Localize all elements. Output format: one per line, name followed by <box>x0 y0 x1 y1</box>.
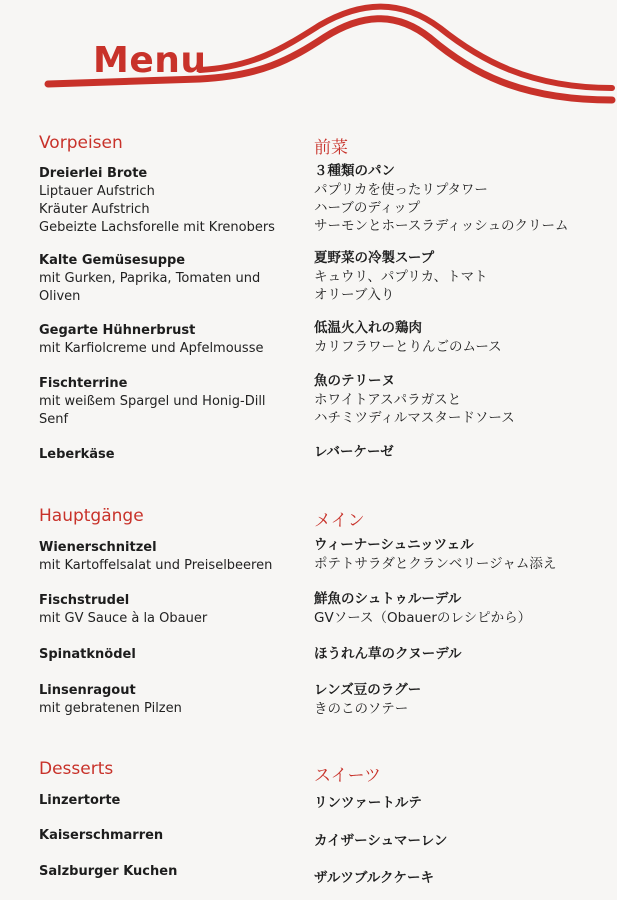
dish-description: mit GV Sauce à la Obauer <box>39 610 208 626</box>
dish-name: Kaiserschmarren <box>39 828 164 843</box>
section-heading-vorspeisen-de: Vorpeisen <box>39 133 123 153</box>
dish-name: 夏野菜の冷製スープ <box>314 250 435 266</box>
dish-description: ポテトサラダとクランベリージャム添え <box>314 555 557 572</box>
dish-name: レバーケーゼ <box>314 444 394 460</box>
dish-name: ウィーナーシュニッツェル <box>314 537 474 553</box>
menu-item <box>39 592 207 628</box>
menu-item <box>39 322 263 358</box>
dish-name: Wienerschnitzel <box>39 540 157 555</box>
dish-description: カリフラワーとりんごのムース <box>314 338 502 355</box>
menu-item <box>39 827 163 845</box>
dish-description: mit gebratenen Pilzen <box>39 700 182 716</box>
dish-name: リンツァートルテ <box>314 795 422 811</box>
menu-item <box>39 252 260 306</box>
section-heading-hauptgaenge-de: Hauptgänge <box>39 506 144 526</box>
dish-description: mit Gurken, Paprika, Tomaten und <box>39 270 261 286</box>
menu-item <box>314 870 434 888</box>
dish-name: カイザーシュマーレン <box>314 833 448 849</box>
dish-description: Kräuter Aufstrich <box>39 201 150 217</box>
dish-description: Liptauer Aufstrich <box>39 183 155 199</box>
dish-description: GVソース（Obauerのレシピから） <box>314 609 532 626</box>
dish-name: Spinatknödel <box>39 647 136 662</box>
dish-description: Gebeizte Lachsforelle mit Krenobers <box>39 219 275 235</box>
menu-item <box>314 646 462 664</box>
dish-name: ほうれん草のクヌーデル <box>314 646 462 662</box>
menu-item <box>314 163 568 235</box>
section-heading-main-ja: メイン <box>314 511 365 531</box>
menu-item <box>39 165 275 237</box>
menu-title: Menu <box>93 40 207 81</box>
dish-description: Oliven <box>39 288 81 304</box>
dish-name: Fischterrine <box>39 376 128 391</box>
menu-item <box>314 373 515 427</box>
menu-item <box>39 682 182 718</box>
dish-description: mit Karfiolcreme und Apfelmousse <box>39 340 264 356</box>
menu-item <box>314 795 422 813</box>
menu-item <box>314 591 531 627</box>
menu-item <box>314 833 447 851</box>
dish-name: Kalte Gemüsesuppe <box>39 253 186 268</box>
menu-item <box>39 863 177 881</box>
dish-name: 鮮魚のシュトゥルーデル <box>314 591 462 607</box>
menu-item <box>314 537 556 573</box>
dish-name: レンズ豆のラグー <box>314 682 422 698</box>
menu-item <box>314 444 394 462</box>
dish-description: mit weißem Spargel und Honig-Dill <box>39 393 266 409</box>
dish-name: ザルツブルクケーキ <box>314 870 435 886</box>
dish-description: ハチミツディルマスタードソース <box>314 409 515 426</box>
section-heading-zensai-ja: 前菜 <box>314 138 348 158</box>
dish-name: Gegarte Hühnerbrust <box>39 323 196 338</box>
wave-line-inner <box>200 7 612 88</box>
dish-description: mit Kartoffelsalat und Preiselbeeren <box>39 557 273 573</box>
dish-name: 魚のテリーヌ <box>314 373 395 389</box>
menu-item <box>314 682 421 718</box>
dish-name: 低温火入れの鶏肉 <box>314 320 422 336</box>
section-heading-desserts-de: Desserts <box>39 759 114 779</box>
menu-item <box>39 446 115 464</box>
dish-name: Salzburger Kuchen <box>39 864 178 879</box>
section-heading-sweets-ja: スイーツ <box>314 766 381 786</box>
menu-item <box>39 375 266 429</box>
dish-description: サーモンとホースラディッシュのクリーム <box>314 217 569 234</box>
dish-description: ホワイトアスパラガスと <box>314 391 462 408</box>
dish-description: Senf <box>39 411 69 427</box>
dish-name: Fischstrudel <box>39 593 130 608</box>
dish-name: Linzertorte <box>39 793 121 808</box>
dish-description: きのこのソテー <box>314 700 409 717</box>
dish-name: Linsenragout <box>39 683 136 698</box>
dish-description: パプリカを使ったリプタワー <box>314 181 488 198</box>
menu-item <box>314 250 488 304</box>
menu-item <box>314 320 502 356</box>
menu-item <box>39 539 272 575</box>
menu-item <box>39 792 120 810</box>
menu-item <box>39 646 136 664</box>
dish-name: Leberkäse <box>39 447 115 462</box>
dish-name: ３種類のパン <box>314 163 395 179</box>
dish-description: ハーブのディップ <box>314 199 421 216</box>
dish-description: オリーブ入り <box>314 286 395 303</box>
dish-name: Dreierlei Brote <box>39 166 148 181</box>
dish-description: キュウリ、パプリカ、トマト <box>314 268 488 285</box>
